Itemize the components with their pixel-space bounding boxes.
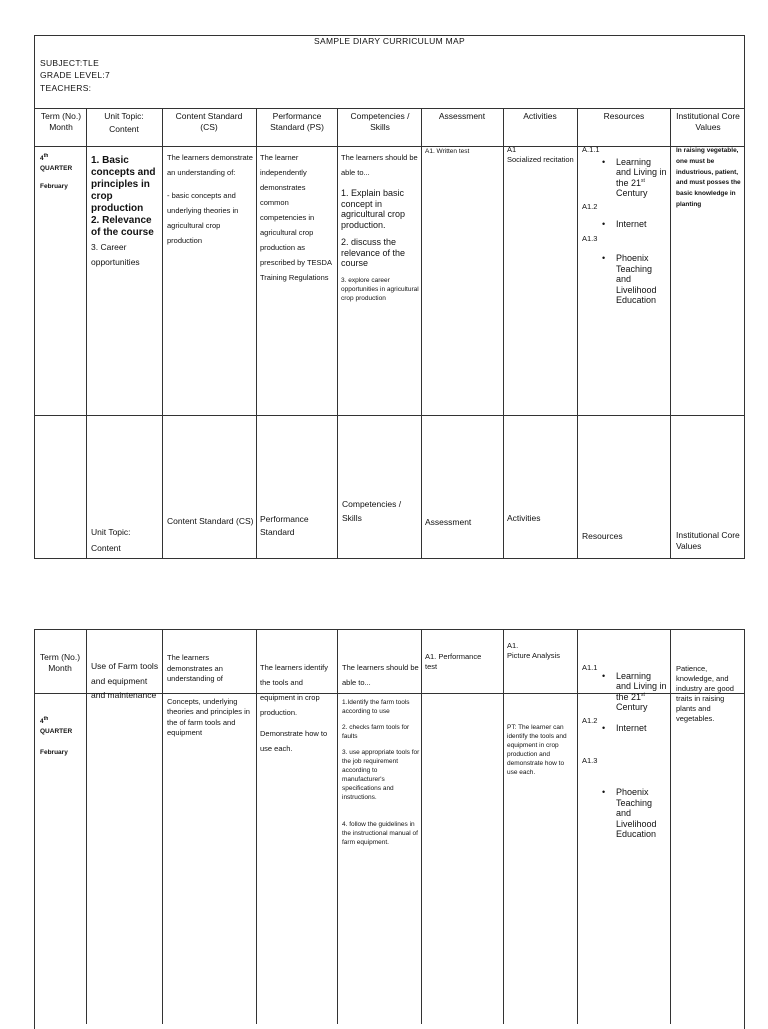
row2-res-list-1 (582, 671, 668, 713)
footer-core-values: Institutional Core Values (676, 530, 740, 551)
footer-assessment: Assessment (425, 517, 472, 527)
row1-cs-intro: The learners demonstrate an understanding of: (167, 153, 253, 177)
table2-col-line (337, 629, 338, 1024)
row1-quarter-label: QUARTER (40, 165, 73, 172)
row2-res-1-sup: st (641, 691, 645, 698)
row1-topic-1: 1. Basic concepts and principles in crop production (91, 155, 156, 214)
header-unit-topic-label: Unit Topic: (104, 111, 144, 121)
table1-col-line (162, 108, 163, 559)
header-assessment: Assessment (438, 111, 486, 121)
row1-res-code-3: A1.3 (582, 233, 598, 243)
row1-resource-item (616, 157, 668, 199)
row2-cs-item: Concepts, underlying theories and principles in the of farm tools and equipment (167, 696, 250, 737)
row2-quarter-label: QUARTER (40, 728, 73, 735)
header-performance-standard: Performance Standard (PS) (270, 111, 324, 132)
row2-core-values: Patience, knowledge, and industry are good traits in raising plants and vegetables. (676, 664, 734, 723)
row2-quarter-suffix: th (43, 715, 49, 722)
row1-res-1-end: Century (616, 188, 648, 198)
row1-assessment: A1. Written test (425, 148, 470, 155)
table2-col-line (577, 629, 578, 1024)
row1-resource-item: • Internet (616, 219, 668, 230)
row2-quarter-number: 4 (40, 718, 44, 725)
row1-unit-topic (91, 155, 161, 270)
header-activities: Activities (523, 111, 557, 121)
grade-level-label: GRADE LEVEL:7 (40, 70, 111, 80)
row1-resources (582, 145, 668, 306)
table1-row-divider (34, 415, 745, 416)
row2-comp-intro: The learners should be able to... (342, 663, 419, 687)
row1-resource-item: • Phoenix Teaching and Livelihood Education (616, 253, 668, 306)
row1-competencies (341, 150, 421, 303)
row1-quarter-number: 4 (40, 155, 44, 162)
row1-month: February (40, 183, 68, 190)
row1-topic-2: 2. Relevance of the course (91, 215, 154, 238)
row2-comp-4: 4. follow the guidelines in the instructional manual of farm equipment. (342, 821, 418, 846)
document-title: SAMPLE DIARY CURRICULUM MAP (314, 36, 465, 46)
footer-unit-content-label: Content (91, 543, 121, 553)
row1-res-list-2 (582, 219, 668, 230)
footer-activities: Activities (507, 513, 541, 523)
row1-res-code-2: A1.2 (582, 201, 598, 211)
row1-res-1-text: Learning and Living in the 21 (616, 156, 667, 188)
row2-competencies (342, 660, 420, 847)
row2-activity: Picture Analysis (507, 650, 560, 660)
table2-col-line (503, 629, 504, 1024)
row1-topic-3: 3. Career opportunities (91, 242, 140, 267)
row2-comp-2: 2. checks farm tools for faults (342, 724, 410, 740)
row1-res-list-3 (582, 253, 668, 306)
row2-activity-code: A1. (507, 641, 519, 650)
row1-comp-2: 2. discuss the relevance of the course (341, 237, 406, 268)
row2-ps-2: Demonstrate how to use each. (260, 729, 328, 753)
footer-unit-topic (91, 527, 161, 554)
subject-label: SUBJECT:TLE (40, 58, 100, 68)
row2-res-code-2: A1.2 (582, 715, 598, 725)
row2-res-code-3: A1.3 (582, 755, 598, 765)
row2-assessment: A1. Performance test (425, 652, 482, 671)
row2-activities (507, 641, 575, 777)
table1-col-line (337, 108, 338, 559)
row2-content-standard (167, 653, 255, 739)
footer-competencies: Competencies / Skills (342, 499, 402, 523)
row1-activities (507, 145, 575, 164)
table1-header-divider (34, 108, 745, 109)
header-core-values: Institutional Core Values (676, 111, 740, 132)
row1-res-list-1 (582, 157, 668, 199)
row2-ps-1: The learners identify the tools and equipment in crop production. (260, 663, 328, 717)
table1-col-line (256, 108, 257, 559)
row1-content-standard (167, 150, 255, 248)
row2-resource-item (616, 671, 668, 713)
row1-quarter-suffix: th (43, 152, 49, 159)
footer-unit-topic-label: Unit Topic: (91, 527, 131, 537)
row2-resource-item: • Phoenix Teaching and Livelihood Education (616, 787, 668, 840)
header-unit-content-label: Content (109, 124, 139, 134)
row1-res-code-1: A.1.1 (582, 145, 600, 154)
table2-col-line (256, 629, 257, 1024)
header-content-standard: Content Standard (CS) (175, 111, 243, 132)
row1-res-1-sup: st (641, 177, 645, 184)
row2-activity-pt: PT: The learner can identify the tools and equipment in crop production and demonstrate how to use each. (507, 724, 567, 776)
row2-resources (582, 663, 668, 840)
row1-cs-item: - basic concepts and underlying theories in agricultural crop production (167, 191, 239, 245)
row2-cs-intro: The learners demonstrates an understanding of (167, 653, 223, 683)
row1-comp-intro: The learners should be able to... (341, 153, 418, 177)
row1-term (40, 154, 84, 191)
table2-col-line (421, 629, 422, 1024)
row2-comp-3: 3. use appropriate tools for the job requirement according to manufacturer's specifications and instructions. (342, 749, 420, 801)
row2-performance-standard (260, 660, 336, 756)
table1-col-line (577, 108, 578, 559)
row2-res-list-3 (582, 787, 668, 840)
row2-term-header: Term (No.) Month (39, 652, 81, 673)
row2-month: February (40, 749, 68, 756)
table2-col-line (162, 629, 163, 1024)
row1-comp-1: 1. Explain basic concept in agricultural crop production. (341, 188, 406, 230)
header-term: Term (No.) Month (40, 111, 82, 132)
row2-res-1-text: Learning and Living in the 21 (616, 670, 667, 702)
row2-res-code-1: A1.1 (582, 663, 598, 672)
table1-col-line (503, 108, 504, 559)
row1-activity-code: A1 (507, 145, 517, 154)
table1-col-line (670, 108, 671, 559)
header-competencies: Competencies / Skills (350, 111, 410, 132)
footer-content-standard: Content Standard (CS) (167, 516, 254, 526)
row1-performance-standard: The learner independently demonstrates common competencies in agricultural crop production as prescribed by TESDA Training Regulations (260, 153, 332, 282)
row1-core-values: In raising vegetable, one must be industrious, patient, and must posses the basic knowledge in planting (676, 147, 741, 208)
row1-comp-3: 3. explore career opportunities in agricultural crop production (341, 276, 419, 302)
row2-term (40, 717, 84, 757)
row2-unit-topic: Use of Farm tools and equipment and maintenance (91, 661, 159, 700)
table1-col-line (421, 108, 422, 559)
row1-activity: Socialized recitation (507, 154, 574, 164)
header-resources: Resources (603, 111, 645, 121)
row2-resource-item: • Internet (616, 723, 668, 734)
footer-performance-standard: Performance Standard (260, 514, 309, 537)
header-unit-topic (88, 111, 160, 135)
teachers-label: TEACHERS: (40, 83, 92, 93)
table2-col-line (670, 629, 671, 1024)
table2-col-line (86, 629, 87, 1024)
table1-col-line (86, 108, 87, 559)
footer-resources: Resources (582, 531, 623, 541)
row2-res-1-end: Century (616, 702, 648, 712)
row2-comp-1: 1.Identify the farm tools according to use (342, 699, 410, 715)
